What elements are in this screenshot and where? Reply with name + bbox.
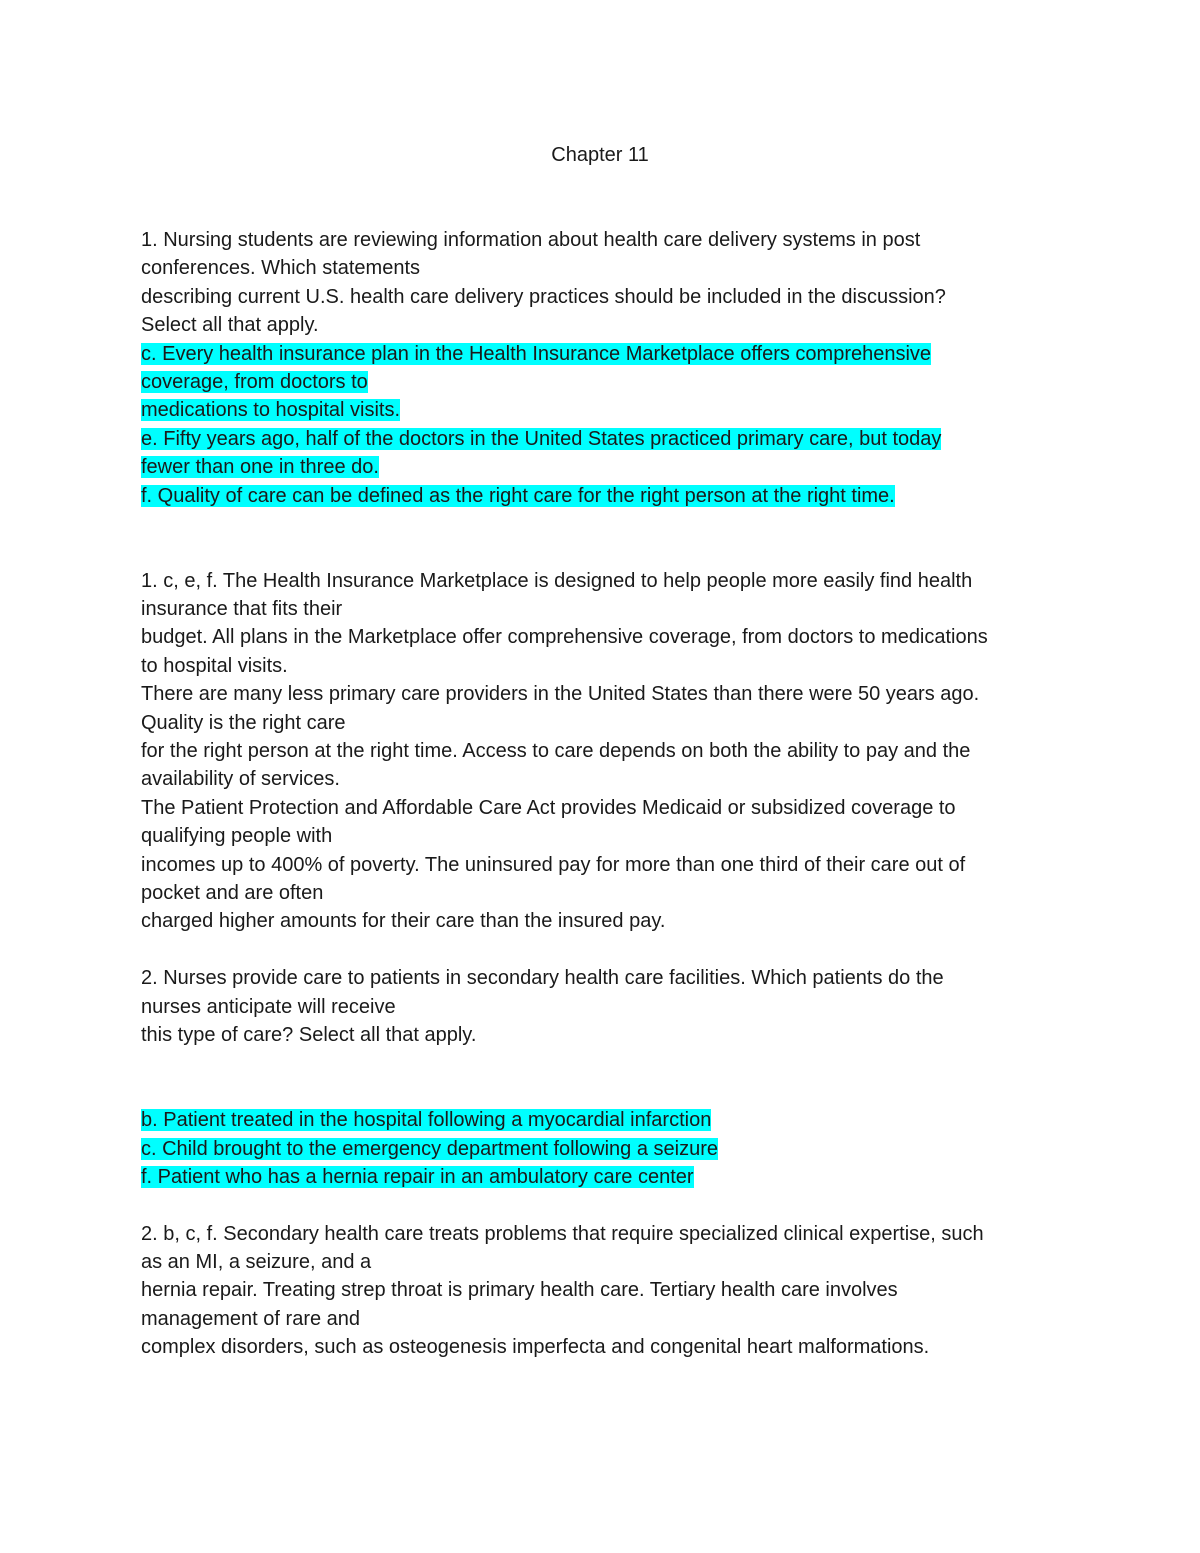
question-1-line: 1. Nursing students are reviewing information about health care delivery systems in post	[141, 229, 921, 251]
spacer	[141, 1049, 1071, 1106]
rationale-1-line: availability of services.	[141, 768, 340, 791]
rationale-1-line: pocket and are often	[141, 882, 324, 904]
rationale-2-line: as an MI, a seizure, and a	[141, 1251, 372, 1274]
highlighted-answer-line: f. Quality of care can be defined as the right care for the right person at the right time.	[141, 484, 895, 507]
rationale-1-line: insurance that fits their	[141, 598, 343, 621]
highlighted-answer-line: medications to hospital visits.	[141, 399, 401, 422]
highlighted-answer-line: f. Patient who has a hernia repair in an ambulatory care center	[141, 1165, 694, 1188]
question-2-line: nurses anticipate will receive	[141, 995, 396, 1018]
question-1-answers	[141, 340, 1071, 510]
spacer	[141, 510, 1071, 567]
rationale-2-line: management of rare and	[141, 1307, 361, 1330]
rationale-1-line: for the right person at the right time. Access to care depends on both the ability to pay and the	[141, 740, 971, 763]
rationale-2-line: complex disorders, such as osteogenesis imperfecta and congenital heart malformations.	[141, 1336, 930, 1359]
question-1-line: describing current U.S. health care delivery practices should be included in the discussion?	[141, 285, 946, 308]
question-2-line: this type of care? Select all that apply.	[141, 1023, 477, 1046]
rationale-1-line: qualifying people with	[141, 825, 333, 848]
highlighted-answer-line: coverage, from doctors to	[141, 370, 368, 393]
highlighted-answer-line: b. Patient treated in the hospital following a myocardial infarction	[141, 1109, 712, 1132]
question-2-answers	[141, 1106, 1071, 1191]
highlighted-answer-line: e. Fifty years ago, half of the doctors in the United States practiced primary care, but today	[141, 427, 942, 450]
question-2	[141, 964, 1071, 1049]
rationale-1-line: The Patient Protection and Affordable Care Act provides Medicaid or subsidized coverage to	[141, 796, 956, 819]
question-1-line: conferences. Which statements	[141, 257, 421, 280]
rationale-1-line: budget. All plans in the Marketplace offer comprehensive coverage, from doctors to medications	[141, 626, 988, 649]
rationale-1-line: There are many less primary care providers in the United States than there were 50 years ago.	[141, 683, 980, 706]
spacer	[141, 936, 1071, 964]
rationale-2	[141, 1220, 1071, 1362]
rationale-2-line: 2. b, c, f. Secondary health care treats problems that require specialized clinical expertise, such	[141, 1222, 984, 1245]
highlighted-answer-line: c. Every health insurance plan in the Health Insurance Marketplace offers comprehensive	[141, 342, 932, 365]
rationale-1	[141, 567, 1071, 936]
question-2-line: 2. Nurses provide care to patients in secondary health care facilities. Which patients do the	[141, 967, 944, 990]
question-1	[141, 226, 1071, 340]
rationale-1-line: charged higher amounts for their care than the insured pay.	[141, 910, 666, 933]
highlighted-answer-line: c. Child brought to the emergency department following a seizure	[141, 1137, 718, 1160]
rationale-1-line: 1. c, e, f. The Health Insurance Marketplace is designed to help people more easily find health	[141, 569, 973, 592]
page-title: Chapter 11	[551, 144, 649, 166]
rationale-1-line: Quality is the right care	[141, 711, 346, 734]
rationale-2-line: hernia repair. Treating strep throat is primary health care. Tertiary health care involves	[141, 1279, 898, 1302]
rationale-1-line: incomes up to 400% of poverty. The uninsured pay for more than one third of their care out of	[141, 853, 966, 876]
spacer	[141, 1191, 1071, 1219]
rationale-1-line: to hospital visits.	[141, 654, 288, 677]
question-1-line: Select all that apply.	[141, 314, 319, 337]
highlighted-answer-line: fewer than one in three do.	[141, 456, 379, 479]
document-body	[141, 226, 1071, 1362]
